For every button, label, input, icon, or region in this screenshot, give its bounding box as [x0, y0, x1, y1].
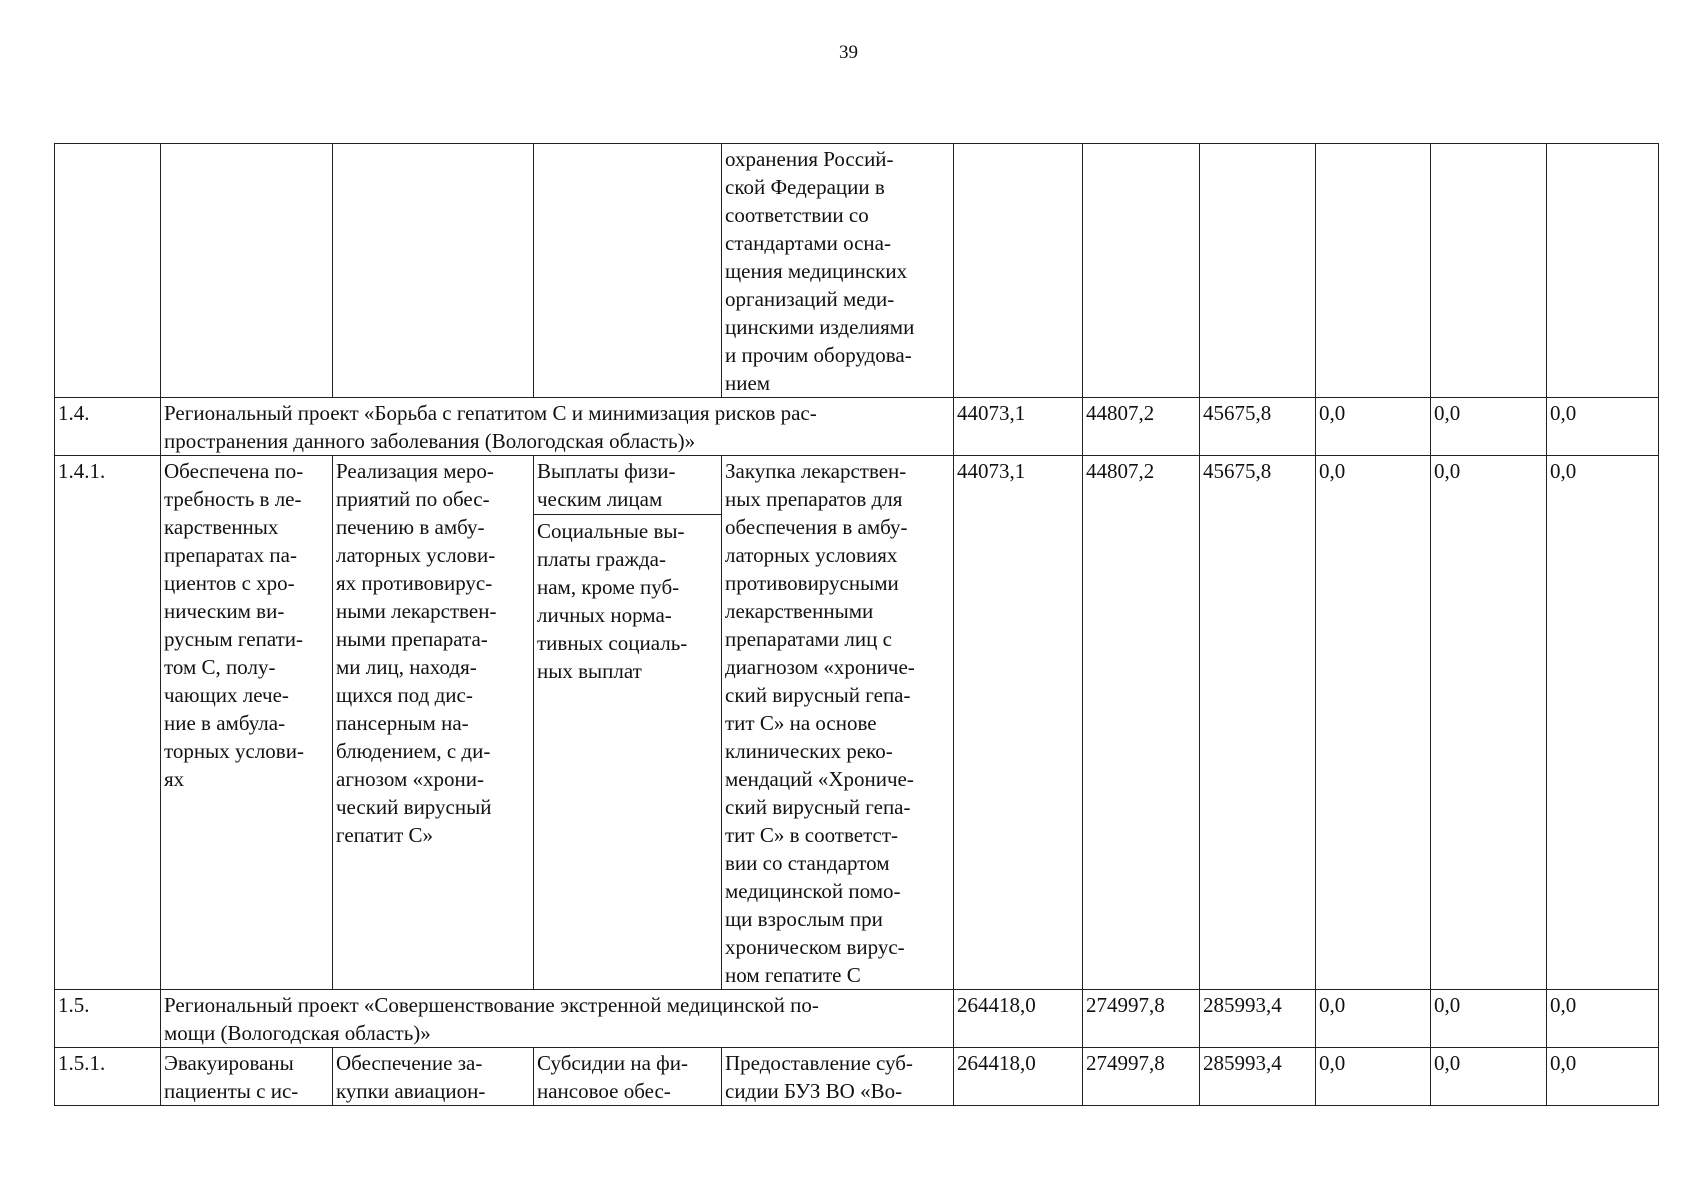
- text-line: вии со стандартом: [725, 851, 890, 875]
- value-cell: 0,0: [1547, 1048, 1659, 1106]
- value-cell: 285993,4: [1200, 1048, 1316, 1106]
- text-line: том С, полу-: [164, 655, 276, 679]
- type-cell: [534, 456, 722, 990]
- code-cell: 1.4.: [55, 398, 161, 456]
- text-line: щи взрослым при: [725, 907, 883, 931]
- code-cell: 1.5.: [55, 990, 161, 1048]
- value-cell: 274997,8: [1083, 1048, 1200, 1106]
- value-cell: 44807,2: [1083, 456, 1200, 990]
- value-cell: 0,0: [1431, 456, 1547, 990]
- value-cell: [954, 144, 1083, 398]
- table-row-activity: [55, 456, 1659, 990]
- value-cell: [1547, 144, 1659, 398]
- text-line: Региональный проект «Борьба с гепатитом С и минимизация рисков рас-: [164, 401, 817, 425]
- payment-type: [537, 457, 718, 513]
- value-cell: [1316, 144, 1431, 398]
- text-line: Закупка лекарствен-: [725, 459, 907, 483]
- text-line: мощи (Вологодская область)»: [164, 1021, 431, 1045]
- event-cell: [333, 144, 534, 398]
- text-line: Обеспечение за-: [336, 1051, 483, 1075]
- text-line: лекарственными: [725, 599, 874, 623]
- text-line: ский вирусный гепа-: [725, 683, 911, 707]
- text-line: латорных условиях: [725, 543, 898, 567]
- text-line: тит С» в соответст-: [725, 823, 899, 847]
- text-line: латорных услови-: [336, 543, 496, 567]
- text-line: и прочим оборудова-: [725, 343, 912, 367]
- text-line: карственных: [164, 515, 279, 539]
- value-cell: 0,0: [1431, 1048, 1547, 1106]
- text-line: соответствии со: [725, 203, 869, 227]
- code-cell: 1.4.1.: [55, 456, 161, 990]
- text-line: ях: [164, 767, 185, 791]
- value-cell: 0,0: [1316, 1048, 1431, 1106]
- text-line: мендаций «Хрониче-: [725, 767, 914, 791]
- text-line: щения медицинских: [725, 259, 908, 283]
- text-line: Региональный проект «Совершенствование экстренной медицинской по-: [164, 993, 819, 1017]
- text-line: ном гепатите С: [725, 963, 861, 987]
- value-cell: 0,0: [1431, 990, 1547, 1048]
- result-cell: [161, 1048, 333, 1106]
- code-cell: [55, 144, 161, 398]
- text-line: ническим ви-: [164, 599, 285, 623]
- value-cell: 0,0: [1547, 398, 1659, 456]
- text-line: ческий вирусный: [336, 795, 492, 819]
- text-line: ях противовирус-: [336, 571, 493, 595]
- text-line: нам, кроме пуб-: [537, 575, 680, 599]
- text-line: платы гражда-: [537, 547, 666, 571]
- measure-cell: [722, 1048, 954, 1106]
- text-line: тит С» на основе: [725, 711, 877, 735]
- text-line: медицинской помо-: [725, 879, 901, 903]
- value-cell: 44073,1: [954, 398, 1083, 456]
- text-line: тивных социаль-: [537, 631, 688, 655]
- text-line: личных норма-: [537, 603, 672, 627]
- budget-table: [54, 143, 1659, 1106]
- text-line: Эвакуированы: [164, 1051, 294, 1075]
- page-number: 39: [839, 42, 858, 63]
- event-cell: [333, 1048, 534, 1106]
- measure-cell: [722, 456, 954, 990]
- value-cell: 264418,0: [954, 990, 1083, 1048]
- text-line: ние в амбула-: [164, 711, 286, 735]
- text-line: циентов с хро-: [164, 571, 295, 595]
- text-line: пансерным на-: [336, 711, 469, 735]
- text-line: ных препаратов для: [725, 487, 903, 511]
- project-title-cell: [161, 990, 954, 1048]
- table-row-project: [55, 398, 1659, 456]
- value-cell: 44807,2: [1083, 398, 1200, 456]
- text-line: Социальные вы-: [537, 519, 685, 543]
- value-cell: 45675,8: [1200, 398, 1316, 456]
- text-line: купки авиацион-: [336, 1079, 486, 1103]
- text-line: ными лекарствен-: [336, 599, 497, 623]
- text-line: ской Федерации в: [725, 175, 885, 199]
- value-cell: 274997,8: [1083, 990, 1200, 1048]
- result-cell: [161, 456, 333, 990]
- text-line: приятий по обес-: [336, 487, 490, 511]
- table-row-continuation: [55, 144, 1659, 398]
- text-line: печению в амбу-: [336, 515, 485, 539]
- value-cell: [1083, 144, 1200, 398]
- value-cell: [1431, 144, 1547, 398]
- text-line: Выплаты физи-: [537, 459, 676, 483]
- text-line: организаций меди-: [725, 287, 895, 311]
- text-line: нием: [725, 371, 771, 395]
- text-line: ных выплат: [537, 659, 642, 683]
- text-line: клинических реко-: [725, 739, 893, 763]
- value-cell: 0,0: [1316, 456, 1431, 990]
- text-line: обеспечения в амбу-: [725, 515, 908, 539]
- value-cell: 0,0: [1431, 398, 1547, 456]
- text-line: блюдением, с ди-: [336, 739, 491, 763]
- text-line: ческим лицам: [537, 487, 663, 511]
- code-cell: 1.5.1.: [55, 1048, 161, 1106]
- table-row-activity: [55, 1048, 1659, 1106]
- text-line: препаратах па-: [164, 543, 297, 567]
- text-line: гепатит С»: [336, 823, 434, 847]
- text-line: диагнозом «хрониче-: [725, 655, 915, 679]
- text-line: Реализация меро-: [336, 459, 494, 483]
- text-line: щихся под дис-: [336, 683, 473, 707]
- text-line: Обеспечена по-: [164, 459, 304, 483]
- project-title-cell: [161, 398, 954, 456]
- text-line: сидии БУЗ ВО «Во-: [725, 1079, 903, 1103]
- text-line: стандартами осна-: [725, 231, 891, 255]
- text-line: препаратами лиц с: [725, 627, 892, 651]
- text-line: нансовое обес-: [537, 1079, 671, 1103]
- value-cell: 0,0: [1316, 398, 1431, 456]
- text-line: цинскими изделиями: [725, 315, 915, 339]
- measure-cell: [722, 144, 954, 398]
- text-line: русным гепати-: [164, 627, 304, 651]
- value-cell: [1200, 144, 1316, 398]
- value-cell: 0,0: [1547, 990, 1659, 1048]
- text-line: требность в ле-: [164, 487, 302, 511]
- type-cell: [534, 144, 722, 398]
- type-cell: [534, 1048, 722, 1106]
- text-line: Субсидии на фи-: [537, 1051, 689, 1075]
- text-line: противовирусными: [725, 571, 899, 595]
- text-line: Предоставление суб-: [725, 1051, 913, 1075]
- event-cell: [333, 456, 534, 990]
- text-line: ми лиц, находя-: [336, 655, 477, 679]
- payment-subtype: [534, 514, 721, 685]
- text-line: пространения данного заболевания (Вологодская область)»: [164, 429, 696, 453]
- value-cell: 45675,8: [1200, 456, 1316, 990]
- value-cell: 44073,1: [954, 456, 1083, 990]
- table-row-project: [55, 990, 1659, 1048]
- value-cell: 264418,0: [954, 1048, 1083, 1106]
- text-line: охранения Россий-: [725, 147, 894, 171]
- text-line: ский вирусный гепа-: [725, 795, 911, 819]
- value-cell: 0,0: [1316, 990, 1431, 1048]
- value-cell: 285993,4: [1200, 990, 1316, 1048]
- text-line: хроническом вирус-: [725, 935, 905, 959]
- text-line: ными препарата-: [336, 627, 488, 651]
- value-cell: 0,0: [1547, 456, 1659, 990]
- text-line: пациенты с ис-: [164, 1079, 299, 1103]
- result-cell: [161, 144, 333, 398]
- text-line: чающих лече-: [164, 683, 289, 707]
- text-line: агнозом «хрони-: [336, 767, 484, 791]
- text-line: торных услови-: [164, 739, 304, 763]
